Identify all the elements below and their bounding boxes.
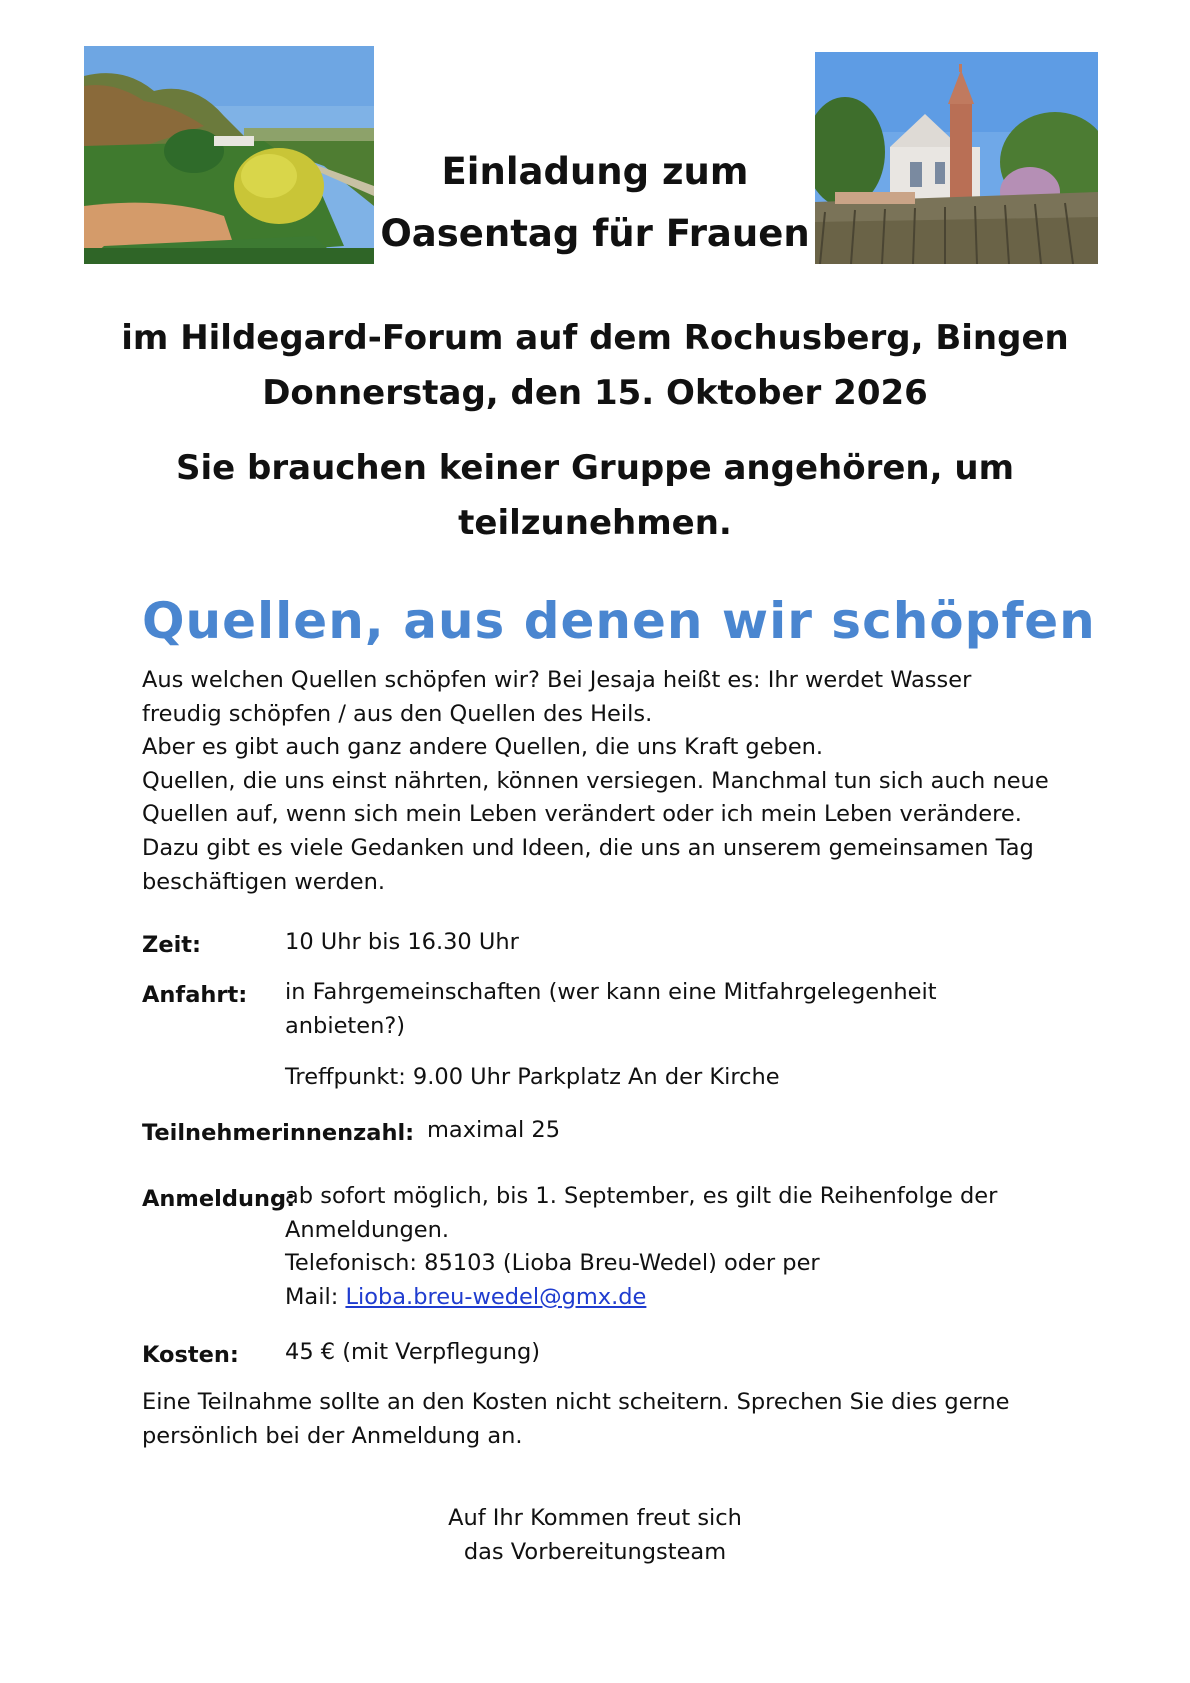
intro-line: Aus welchen Quellen schöpfen wir? Bei Jesaja heißt es: Ihr werdet Wasser [142, 667, 972, 693]
anfahrt-text: in Fahrgemeinschaften (wer kann eine Mitfahrgelegenheit [285, 979, 937, 1005]
kosten-text: 45 € (mit Verpflegung) [285, 1339, 541, 1365]
intro-paragraph [142, 664, 1049, 899]
teilnehmer-label: Teilnehmerinnenzahl: [142, 1120, 415, 1146]
email-link[interactable]: Lioba.breu-wedel@gmx.de [345, 1283, 647, 1310]
footnote-line: Eine Teilnahme sollte an den Kosten nicht scheitern. Sprechen Sie dies gerne [142, 1389, 1010, 1415]
footnote-line: persönlich bei der Anmeldung an. [142, 1422, 523, 1449]
intro-line: freudig schöpfen / aus den Quellen des Heils. [142, 700, 653, 727]
closing-line2: das Vorbereitungsteam [463, 1539, 727, 1565]
anmeldung-text: Anmeldungen. [285, 1216, 450, 1243]
intro-line: Dazu gibt es viele Gedanken und Ideen, die uns an unserem gemeinsamen Tag [142, 834, 1034, 861]
teilnehmer-text: maximal 25 [427, 1117, 561, 1143]
kosten-value [285, 1336, 540, 1370]
zeit-value [285, 926, 519, 960]
treffpunkt-text: Treffpunkt: 9.00 Uhr Parkplatz An der Kirche [285, 1064, 780, 1090]
anmeldung-label: Anmeldung: [142, 1186, 296, 1212]
zeit-text: 10 Uhr bis 16.30 Uhr [285, 929, 519, 955]
anmeldung-mail-line [285, 1281, 997, 1315]
kosten-label: Kosten: [142, 1342, 239, 1368]
chapel-vineyard-photo [815, 52, 1098, 264]
anfahrt-value [285, 976, 937, 1043]
intro-line: beschäftigen werden. [142, 868, 386, 895]
section-heading: Quellen, aus denen wir schöpfen [142, 592, 1096, 650]
event-note-line1: Sie brauchen keiner Gruppe angehören, um [175, 448, 1014, 488]
anmeldung-value [285, 1180, 997, 1314]
event-note-line2: teilzunehmen. [458, 503, 732, 543]
anfahrt-label: Anfahrt: [142, 982, 248, 1008]
footnote-paragraph [142, 1386, 1042, 1453]
closing-line1: Auf Ihr Kommen freut sich [448, 1505, 742, 1531]
garden-vineyard-photo [84, 46, 374, 264]
event-location: im Hildegard-Forum auf dem Rochusberg, Bingen [121, 318, 1069, 358]
intro-line: Quellen auf, wenn sich mein Leben verändert oder ich mein Leben verändere. [142, 801, 1022, 828]
event-date: Donnerstag, den 15. Oktober 2026 [262, 373, 928, 413]
intro-line: Quellen, die uns einst nährten, können versiegen. Manchmal tun sich auch neue [142, 767, 1049, 794]
intro-line: Aber es gibt auch ganz andere Quellen, die uns Kraft geben. [142, 734, 824, 761]
treffpunkt [285, 1061, 780, 1095]
anmeldung-text: ab sofort möglich, bis 1. September, es gilt die Reihenfolge der [285, 1183, 998, 1209]
teilnehmer-value [427, 1114, 560, 1148]
anfahrt-text: anbieten?) [285, 1012, 406, 1039]
anmeldung-text: Telefonisch: 85103 (Lioba Breu-Wedel) oder per [285, 1250, 820, 1277]
invitation-title-line2: Oasentag für Frauen [380, 212, 810, 255]
invitation-title-line1: Einladung zum [441, 150, 749, 193]
zeit-label: Zeit: [142, 932, 202, 958]
mail-prefix: Mail: [285, 1283, 346, 1310]
